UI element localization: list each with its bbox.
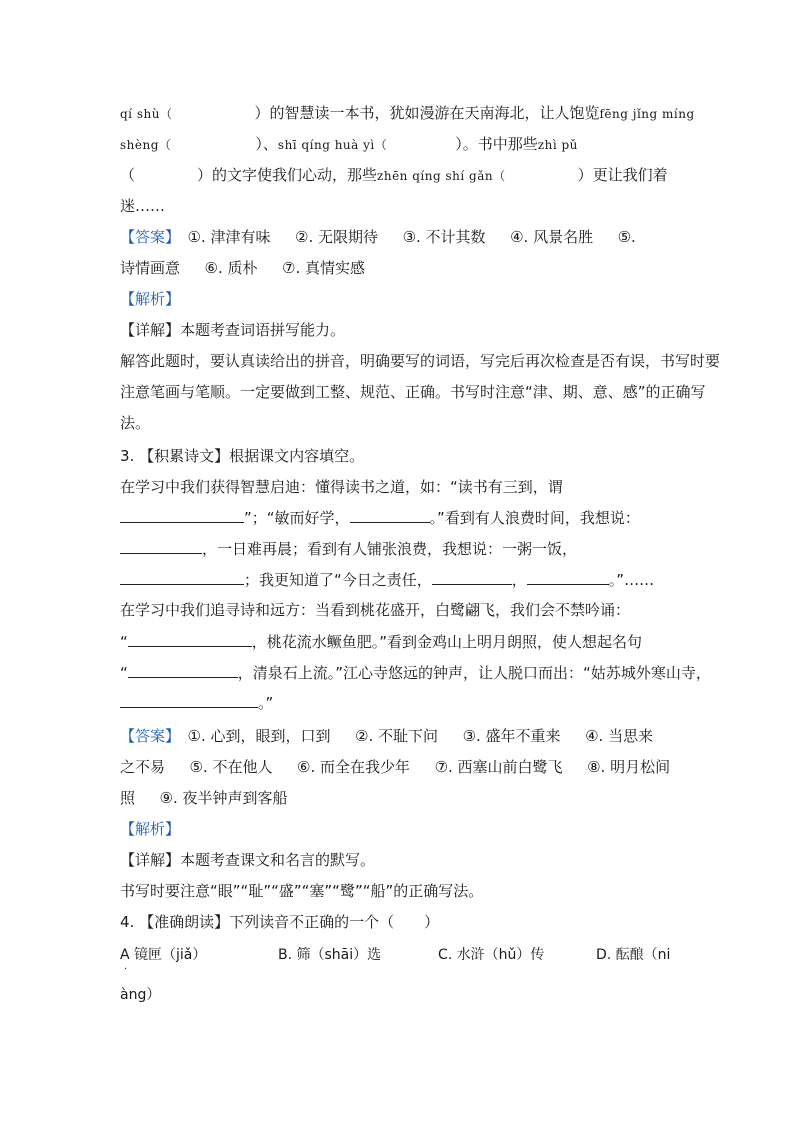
blank[interactable] (120, 692, 258, 708)
blank[interactable] (350, 507, 430, 523)
q2-line-2 (120, 134, 578, 155)
blank[interactable] (432, 569, 512, 585)
option-d-continued: àng） (120, 987, 161, 1003)
text: ）。书中那些 (455, 135, 538, 153)
q2-line-4: 迷…… (120, 197, 166, 215)
q3-line-8 (120, 692, 273, 713)
blank[interactable] (120, 507, 244, 523)
text: 。” (258, 694, 274, 712)
q3-answer-line-1 (120, 726, 653, 746)
analysis-tag: 【解析】 (120, 820, 181, 838)
q3-line-5: 在学习中我们追寻诗和远方：当看到桃花盛开，白鹭翩飞，我们会不禁吟诵： (120, 601, 631, 619)
detail-heading: 【详解】本题考查课文和名言的默写。 (120, 851, 376, 869)
blank[interactable] (120, 569, 244, 585)
q2-line-3 (120, 165, 668, 186)
answer-tag: 【答案】 (120, 727, 173, 745)
q3-answer-line-2: 之不易 ⑤. 不在他人 ⑥. 而全在我少年 ⑦. 西塞山前白鹭飞 ⑧. 明月松间 (120, 758, 671, 776)
text: （ (120, 166, 136, 184)
text: ）、 (255, 135, 278, 153)
blank[interactable] (128, 662, 238, 678)
text: ）的智慧读一本书，犹如漫游在天南海北，让人饱览 (254, 104, 600, 122)
analysis-tag: 【解析】 (120, 290, 181, 308)
text: ， (511, 571, 527, 589)
pinyin: zhì pǔ (537, 138, 578, 152)
text: “ (120, 633, 128, 651)
blank[interactable] (527, 569, 609, 585)
text: ”；“敏而好学， (244, 509, 350, 527)
q2-line-1 (120, 103, 695, 124)
emphasis-dot: · (124, 964, 128, 975)
text: ；我更知道了“今日之责任， (244, 571, 432, 589)
pinyin: shī qíng huà yì（ (277, 138, 388, 152)
option-d[interactable]: D. 酝酿（ni (596, 947, 671, 963)
q3-line-6 (120, 631, 642, 652)
blank[interactable] (128, 631, 252, 647)
q3-title: 3. 【积累诗文】根据课文内容填空。 (120, 447, 365, 465)
explanation-line: 书写时要注意“眼”“耻”“盛”“塞”“鹭”“船”的正确写法。 (120, 882, 484, 900)
q3-line-2 (120, 507, 640, 528)
q2-answer-line-2: 诗情画意 ⑥. 质朴 ⑦. 真情实感 (120, 259, 366, 277)
pinyin: shèng（ (120, 138, 172, 152)
text: ）更让我们着 (577, 166, 668, 184)
text: 。”…… (608, 571, 655, 589)
q3-line-1: 在学习中我们获得智慧启迪：懂得读书之道，如：“读书有三到，谓 (120, 478, 563, 496)
pinyin: zhēn qíng shí gǎn（ (377, 169, 506, 183)
text: ，桃花流水鳜鱼肥。”看到金鸡山上明月朗照，使人想起名句 (251, 633, 643, 651)
blank[interactable] (120, 538, 202, 554)
q3-line-7 (120, 662, 711, 683)
q3-line-3 (120, 538, 577, 559)
q4-title: 4. 【准确朗读】下列读音不正确的一个（ ） (120, 913, 440, 931)
q3-answer-line-3: 照 ⑨. 夜半钟声到客船 (120, 789, 288, 807)
text: “ (120, 664, 128, 682)
q3-line-4 (120, 569, 654, 590)
explanation-line: 注意笔画与笔顺。一定要做到工整、规范、正确。书写时注意“津、期、意、感”的正确写 (120, 383, 706, 401)
answer-text: ①. 津津有味 ②. 无限期待 ③. 不计其数 ④. 风景名胜 ⑤. (187, 228, 636, 246)
option-b[interactable]: B. 筛（shāi）选 (278, 947, 382, 963)
explanation-line: 法。 (120, 414, 151, 432)
answer-tag: 【答案】 (120, 228, 173, 246)
q2-answer-line-1 (120, 227, 636, 247)
text: 。”看到有人浪费时间，我想说： (429, 509, 640, 527)
explanation-line: 解答此题时，要认真读给出的拼音，明确要写的词语，写完后再次检查是否有误，书写时要 (120, 352, 721, 370)
detail-heading: 【详解】本题考查词语拼写能力。 (120, 321, 346, 339)
option-c[interactable]: C. 水浒（hǔ）传 (438, 947, 545, 963)
answer-text: ①. 心到，眼到，口到 ②. 不耻下问 ③. 盛年不重来 ④. 当思来 (187, 727, 654, 745)
pinyin: fēng jǐng míng (599, 107, 695, 121)
text: ）的文字使我们心动，那些 (197, 166, 378, 184)
option-a[interactable]: A 镜匣（jiǎ） (120, 947, 207, 963)
pinyin: qí shù（ (120, 107, 173, 121)
text: ，清泉石上流。”江心寺悠远的钟声，让人脱口而出：“姑苏城外寒山寺， (237, 664, 711, 682)
text: ，一日难再晨；看到有人铺张浪费，我想说：一粥一饭， (202, 540, 578, 558)
